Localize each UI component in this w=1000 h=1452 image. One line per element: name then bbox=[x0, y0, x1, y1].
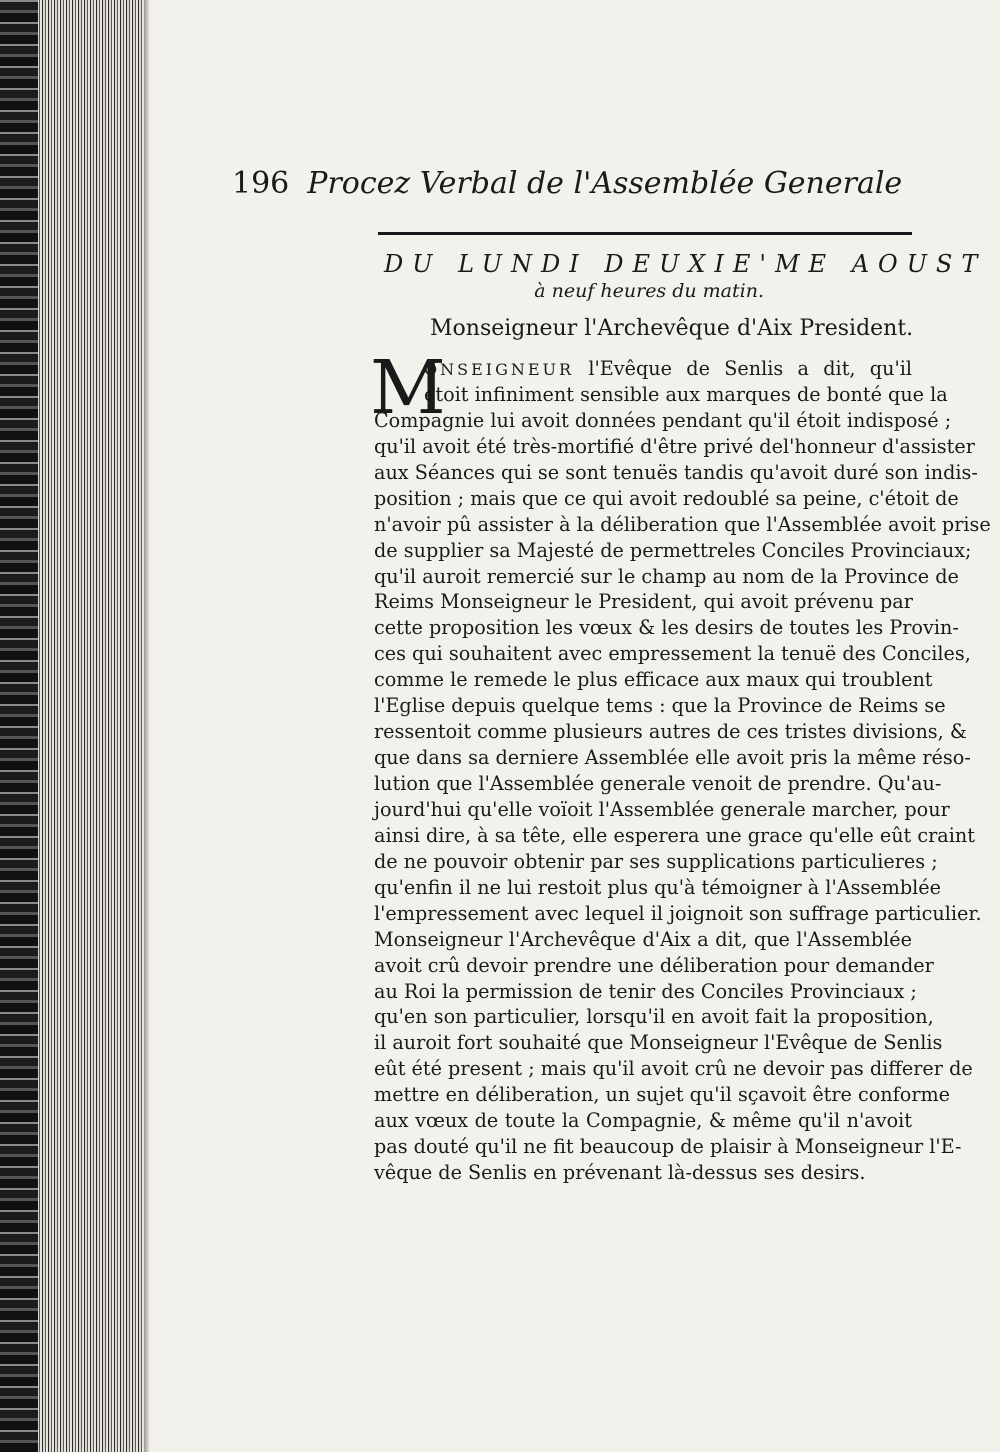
text-line: ressentoit comme plusieurs autres de ces tristes divisions, & bbox=[374, 720, 967, 744]
text-line: ces qui souhaitent avec empressement la tenuë des Conciles, bbox=[374, 642, 971, 666]
page-number: 196 bbox=[232, 166, 290, 201]
text-line: étoit infiniment sensible aux marques de bonté que la bbox=[424, 382, 948, 406]
text-line: mettre en déliberation, un sujet qu'il sçavoit être conforme bbox=[374, 1083, 951, 1107]
text-line: vêque de Senlis en prévenant là-dessus ses desirs. bbox=[374, 1161, 866, 1185]
text-line: cette proposition les vœux & les desirs de toutes les Provin- bbox=[374, 616, 959, 640]
text-line: comme le remede le plus efficace aux maux qui troublent bbox=[374, 668, 933, 692]
text-line: Monseigneur l'Archevêque d'Aix a dit, que l'Assemblée bbox=[374, 927, 912, 951]
first-word: ONSEIGNEUR bbox=[424, 360, 575, 379]
text-line: qu'il auroit remercié sur le champ au nom de la Province de bbox=[374, 564, 959, 588]
text-line: que dans sa derniere Assemblée elle avoit pris la même réso- bbox=[374, 746, 971, 770]
text-line: position ; mais que ce qui avoit redoublé sa peine, c'étoit de bbox=[374, 486, 959, 510]
session-president: Monseigneur l'Archevêque d'Aix President. bbox=[430, 316, 914, 341]
session-date: DU LUNDI DEUXIE'ME AOUST bbox=[384, 250, 987, 278]
text-line: aux vœux de toute la Compagnie, & même qu'il n'avoit bbox=[374, 1109, 912, 1133]
session-time: à neuf heures du matin. bbox=[534, 280, 764, 302]
text-line: lution que l'Assemblée generale venoit de prendre. Qu'au- bbox=[374, 772, 942, 795]
text-line: avoit crû devoir prendre une déliberation pour demander bbox=[374, 953, 934, 977]
text-line: ONSEIGNEUR l'Evêque de Senlis a dit, qu'il bbox=[424, 357, 912, 380]
text-line: ainsi dire, à sa tête, elle esperera une grace qu'elle eût craint bbox=[374, 823, 975, 847]
text-line: de supplier sa Majesté de permettreles Conciles Provinciaux; bbox=[374, 538, 972, 562]
drop-cap: M bbox=[370, 345, 446, 431]
text-line: qu'enfin il ne lui restoit plus qu'à témoigner à l'Assemblée bbox=[374, 875, 941, 899]
page-header bbox=[232, 166, 922, 206]
text-line: Compagnie lui avoit données pendant qu'il étoit indisposé ; bbox=[374, 408, 952, 432]
text-line: jourd'hui qu'elle voïoit l'Assemblée generale marcher, pour bbox=[374, 797, 950, 821]
text-line: l'Eglise depuis quelque tems : que la Province de Reims se bbox=[374, 694, 946, 718]
text-line: qu'en son particulier, lorsqu'il en avoit fait la proposition, bbox=[374, 1005, 934, 1029]
body-text bbox=[370, 345, 991, 1186]
book-fore-edge bbox=[0, 0, 150, 1452]
header-rule bbox=[378, 232, 912, 235]
text-line: il auroit fort souhaité que Monseigneur l'Evêque de Senlis bbox=[374, 1031, 943, 1055]
text-line: eût été present ; mais qu'il avoit crû ne devoir pas differer de bbox=[374, 1057, 973, 1081]
text-line: qu'il avoit été très-mortifié d'être privé del'honneur d'assister bbox=[374, 434, 975, 458]
text-line: aux Séances qui se sont tenuës tandis qu'avoit duré son indis- bbox=[374, 460, 978, 484]
text-line: l'empressement avec lequel il joignoit son suffrage particulier. bbox=[374, 901, 982, 925]
text-line: au Roi la permission de tenir des Conciles Provinciaux ; bbox=[374, 979, 917, 1003]
running-title: Procez Verbal de l'Assemblée Generale bbox=[307, 166, 903, 201]
text-line: pas douté qu'il ne fit beaucoup de plaisir à Monseigneur l'E- bbox=[374, 1135, 962, 1159]
text-line: n'avoir pû assister à la déliberation que l'Assemblée avoit prise bbox=[374, 512, 991, 536]
text-line: Reims Monseigneur le President, qui avoit prévenu par bbox=[374, 590, 913, 614]
text-line: de ne pouvoir obtenir par ses supplications particulieres ; bbox=[374, 849, 938, 873]
